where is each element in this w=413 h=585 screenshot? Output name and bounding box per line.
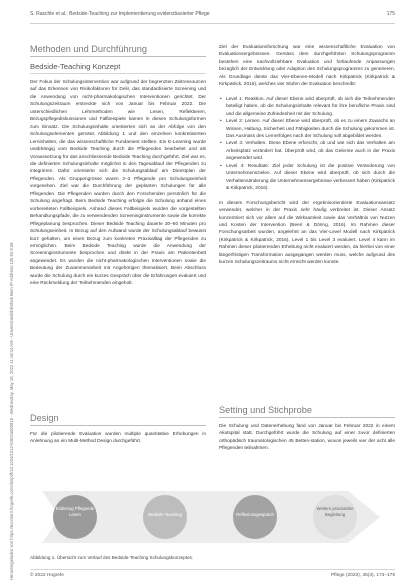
footer-copyright: © 2022 Hogrefe: [30, 573, 64, 578]
setting-block: [219, 405, 395, 453]
subsection-title-bedside: Bedside-Teaching Konzept: [30, 62, 206, 74]
section-title-setting: Setting und Stichprobe: [219, 405, 395, 418]
level-item-4: • Level 4: Resultate: Ziel jeder Schulung ist die positive Veränderung von Unternehmenszielen. Auf dieser Ebene wird überprüft, ob sich durch die Verhaltensänderung die Unternehmensergebnisse verbessert haben (Kirkpatrick & Kirkpatrick, 2016).: [219, 163, 395, 193]
design-paragraph: Für die pilotierende Evaluation wurden multiple quantitative Erhebungen in Anlehnung an ein Multi-Method Design durchgeführt.: [30, 432, 206, 445]
left-column: [30, 44, 206, 288]
margin-download-text: Heruntergeladen von https://econtent.hogrefe.com/doi/pdf/10.1024/1012-5302/a000915 - Wednesday, May 18, 2022 11:18:44 AM - Universitatsbibliothek Bern IP Address:130.92.9.58: [9, 242, 14, 580]
footer-citation: Pflege (2022), 35(3), 173–179: [330, 573, 395, 578]
section-title-design: Design: [30, 413, 206, 426]
figure-schooling-flow: [30, 481, 392, 553]
figure-caption: Abbildung 1. Übersicht zum Verlauf des Bedside-Teaching Schulungskonzeptes.: [30, 555, 194, 560]
flow-step-label-4: Weitere praxisnahe Begleitung: [316, 506, 354, 517]
page-number: 175: [386, 11, 395, 17]
margin-download-note: [1, 30, 14, 580]
right-column: [219, 44, 395, 267]
level-item-1: • Level 1: Reaktion. Auf dieser Ebene wird überprüft, ob sich die Teilnehmenden beteiligt haben, ob die Schulungsinhalte relevant für ihre berufliche Praxis sind und die allgemeine Zufriedenheit mit der Schulung.: [219, 96, 395, 118]
flow-step-label-1: Einbezug Pflegende Lesen: [55, 506, 95, 517]
bedside-paragraph: Der Fokus der Schulungsintervention war aufgrund der begrenzten Zeitressourcen auf das Erkennen von Risikofaktoren für Delir, das standardisierte Screening und die Anwendung von nicht-pharmakologischen Interventionen gerichtet. Der Schulungszeitraum erstreckte sich von Januar bis Februar 2022. Die unterschiedlichen Lehrmethoden wie Lesen, Reflektieren, Bezugspflegediskussionen und Fallbeispiele kamen in diesen Schulungsformen zum Einsatz. Die Schulungsinhalte orientierten sich an der Abfolge von den Schulungselementen gemäss Abbildung 1 und den einzelnen konkretisierten Lerninhalten, die das wissenschaftliche Fundament stellten. Ein E-Learning wurde unabhängig vom Bedside Teaching durch die Pflegenden bearbeitet und als Voraussetzung für das anschliessende Bedside Teaching durchgeführt. Ziel war es, die definierten Schulungsinhalte möglichst in den Tagesablauf der Pflegenden zu integrieren. Dafür orientierte sich die Schulungsablauf am Dienstplan der Pflegenden. Als Gruppengrösse waren 2–3 Pflegende pro Schulungseinheit vorgesehen. Ziel war die Durchführung der geplanten Schulungen für alle Pflegenden. Die Pflegenden wurden durch den Forschenden persönlich für die Schulung angefragt. Beim Bedside Teaching erfolgte die Schulung anhand eines vorbereiteten Fallbeispiels. Anhand dieses Fallbeispiels wurden die vorgestellten Behandlungspfade, die zu verwendenden Screeninginstrumente sowie die korrekte Pflegeplanung besprochen. Dieser Bedside Teaching dauerte 30–60 Minuten pro Schulungseinheit. In Bezug auf den Aufwand wurde der Schulungsablauf bewusst kurz gehalten, um einen Bezug zum konkreten Praxisalltag der Pflegenden zu ermöglichen. Beim Bedside Teaching wurde die Anwendung der Screeninginstrumente besprochen und direkt in der Praxis am Patientenbett angewendet. Es wurden die nicht-pharmakologischen Interventionen sowie die Bedeutung der Zusammenarbeit mit Angehörigen thematisiert. Beim Abschluss wurde die Schulung durch ein kurzes Gespräch über die Erfahrungen evaluiert und eine Rückmeldung der Teilnehmenden eingeholt.: [30, 80, 206, 287]
level-item-2: • Level 2: Lernen. Auf dieser Ebene wird überprüft, ob es zu einem Zuwachs an Wissen, Haltung, Sicherheit und Fähigkeiten durch die Schulung gekommen ist. Das Ausmass des Lernerfolges nach der Schulung soll abgebildet werden.: [219, 118, 395, 140]
evaluation-approach-paragraph: In diesem Forschungsbericht wird der ergebnisorientierte Evaluationsansatz verwendet, welcher in der Praxis sehr häufig verbreitet ist. Dieser Ansatz konzentriert sich vor allem auf die Wirksamkeit sowie das Verhältnis von Nutzen und Kosten der Intervention (Beeri & Döring, 2016). Im Rahmen dieser Forschungsarbeit wurden, angelehnt an das Vier-Level Modell nach Kirkpatrick (Kirkpatrick & Kirkpatrick, 2016), Level 1 bis Level 3 evaluiert. Level 4 kann im Rahmen dieser pilotierenden Erhebung nicht evaluiert werden, da hierbei von einer längerfristigen Transformation ausgegangen werden muss, welche aufgrund des kurzen Schulungszeitraums nicht erreicht werden konnte.: [219, 200, 395, 266]
flow-step-label-3: Reflexionsgespräch: [236, 512, 274, 517]
running-head-title: S. Raschle et al.: Bedside-Teaching zur Implementierung evidenzbasierter Pflege: [30, 11, 210, 17]
setting-paragraph: Die Schulung und Datenerhebung fand von Januar bis Februar 2022 in einem Akutspital statt. Durchgeführt wurde die Schulung auf einer zuvor definierten orthopädisch traumatologischen 45 Betten-station, wovon jeweils vier der acht alle Pflegenden teilnahmen.: [219, 424, 395, 452]
section-title-methods: Methoden und Durchführung: [30, 44, 206, 57]
running-head: [30, 11, 395, 24]
page-footer: [30, 569, 395, 583]
level-item-3: • Level 3: Verhalten. Diese Ebene erforscht, ob und wie sich das Verhalten am Arbeitsplatz verändert hat. Überprüft wird, ob das Gelernte auch in der Praxis angewendet wird.: [219, 140, 395, 162]
flow-step-label-2: Bedside Teaching: [148, 512, 182, 517]
kirkpatrick-levels-list: [219, 96, 395, 193]
design-block: [30, 413, 206, 446]
evaluation-intro: Ziel der Evaluationsforschung war eine wissenschaftliche Evaluation von Evaluationsergebnissen. Gemäss dem durchgeführten Schulungsprogramm bestehen eine nachvollziehbare Evaluation und fortlaufende Anpassungen bezüglich der Entwicklung oder Adaption des Schulungsprogramms zu generieren. Als Grundlage diente das Vier-Ebenen-Modell nach Kirkpatrick (Kirkpatrick & Kirkpatrick, 2016), welches vier Stufen der Evaluation beschreibt:: [219, 45, 395, 88]
